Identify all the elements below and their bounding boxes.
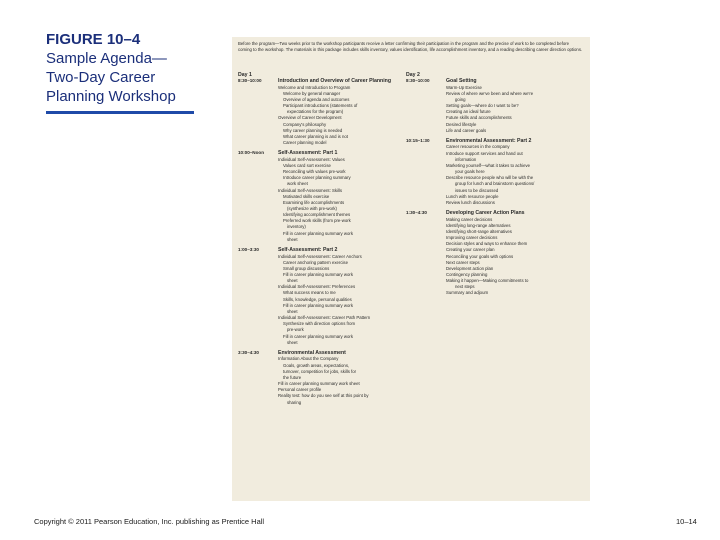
day-2-column bbox=[406, 72, 586, 297]
agenda-item: Fill in career planning summary work sheet bbox=[278, 381, 360, 387]
agenda-item: Identifying accomplishment themes bbox=[283, 212, 351, 218]
session-time: 10:00–Noon bbox=[238, 150, 265, 156]
figure-number: FIGURE 10–4 bbox=[46, 31, 141, 48]
agenda-item: Motivated skills exercise bbox=[283, 193, 330, 199]
session-time: 1:00–3:30 bbox=[238, 246, 259, 252]
agenda-item: Making it happen—Making commitments to bbox=[446, 278, 529, 284]
agenda-item: Fill in career planning summary work bbox=[283, 230, 353, 236]
agenda-item: Reality test: how do you see self at this point by bbox=[278, 393, 369, 399]
agenda-item: What success means to me bbox=[283, 290, 336, 296]
agenda-item: sharing bbox=[287, 399, 302, 405]
figure-title-line-3: Planning Workshop bbox=[46, 88, 176, 105]
agenda-item: Lunch with resource people bbox=[446, 193, 499, 199]
agenda-item: Overview of agenda and outcomes bbox=[283, 96, 350, 102]
session-title: Goal Setting bbox=[446, 78, 477, 84]
agenda-item: Welcome by general manager bbox=[283, 90, 341, 96]
day-label: Day 1 bbox=[238, 72, 252, 78]
agenda-item: Preferred work skills (from pre-work bbox=[283, 218, 351, 224]
agenda-item: Company's philosophy bbox=[283, 121, 327, 127]
agenda-item: Contingency planning bbox=[446, 272, 488, 277]
agenda-item: Small group discussions bbox=[283, 265, 330, 271]
session-title: Introduction and Overview of Career Planning bbox=[278, 78, 391, 84]
agenda-session bbox=[406, 138, 586, 206]
agenda-item: Why career planning is needed bbox=[283, 127, 343, 133]
agenda-item: your goals here bbox=[455, 169, 485, 175]
agenda-item: Introduce career planning summary bbox=[283, 175, 351, 181]
figure-title-line-2: Two-Day Career bbox=[46, 69, 156, 86]
session-title: Environmental Assessment bbox=[278, 349, 346, 356]
agenda-item: pre-work bbox=[287, 327, 304, 333]
agenda-item: Describe resource people who will be with the bbox=[446, 175, 534, 181]
session-time: 10:15–1:30 bbox=[406, 137, 430, 143]
agenda-item: Overview of Career Development bbox=[278, 115, 342, 121]
agenda-item: work sheet bbox=[287, 181, 308, 187]
agenda-item: Review of where we've been and where we're bbox=[446, 90, 534, 96]
agenda-item: Identifying long-range alternatives bbox=[446, 222, 511, 228]
agenda-session bbox=[238, 247, 406, 346]
agenda-item: Reconciling with values pre-work bbox=[283, 169, 346, 175]
agenda-item: sheet bbox=[287, 308, 298, 314]
agenda-item: Summary and adjourn bbox=[446, 290, 489, 296]
agenda-item: Creating an ideal future bbox=[446, 109, 491, 115]
agenda-intro: Before the program—Two weeks prior to the workshop participants receive a letter confirming their participation in the program and the precise of work to be completed before coming to the workshop. The materials in this package includes skills inventory, values identification, life accomplishment inventory, and a reading describing career direction options. bbox=[238, 41, 583, 53]
agenda-item: turnover, competition for jobs, skills for bbox=[283, 368, 357, 374]
agenda-item: Identifying short-range alternatives bbox=[446, 228, 512, 234]
agenda-session bbox=[406, 210, 586, 297]
agenda-item: Marketing yourself—what it takes to achieve bbox=[446, 162, 531, 168]
agenda-item: Individual Self-Assessment: Skills bbox=[278, 187, 343, 193]
agenda-item: issues to be discussed bbox=[455, 187, 499, 193]
agenda-item: Creating your career plan bbox=[446, 247, 495, 253]
agenda-item: Goals, growth areas, expectations, bbox=[283, 362, 350, 368]
agenda-item: Fill in career planning summary work bbox=[283, 272, 353, 277]
agenda-item: Examining life accomplishments bbox=[283, 199, 345, 205]
agenda-item: Future skills and accomplishments bbox=[446, 115, 512, 121]
agenda-item: Next career steps bbox=[446, 259, 480, 265]
agenda-item: sheet bbox=[287, 278, 298, 284]
session-title: Self-Assessment: Part 2 bbox=[278, 246, 338, 253]
agenda-item: Career planning model bbox=[283, 140, 327, 145]
agenda-item: Individual Self-Assessment: Values bbox=[278, 156, 345, 162]
day-label: Day 2 bbox=[406, 72, 420, 78]
agenda-item: sheet bbox=[287, 236, 298, 242]
agenda-item: the future bbox=[283, 374, 302, 380]
agenda-item: Development action plan bbox=[446, 265, 494, 271]
agenda-item: next steps bbox=[455, 284, 475, 290]
agenda-item: Improving career decisions bbox=[446, 235, 498, 241]
figure-title-line-1: Sample Agenda— bbox=[46, 50, 167, 67]
agenda-item: Welcome and Introduction to Program bbox=[278, 84, 351, 90]
agenda-session bbox=[406, 78, 586, 134]
agenda-item: Making career decisions bbox=[446, 216, 493, 222]
agenda-item: Values card sort exercise bbox=[283, 162, 331, 168]
agenda-item: (synthesize with pre-work) bbox=[287, 206, 337, 211]
agenda-item: Fill in career planning summary work bbox=[283, 333, 353, 339]
agenda-item: information bbox=[455, 156, 477, 162]
agenda-item: Synthesize with direction options from bbox=[283, 321, 356, 327]
figure-caption bbox=[46, 30, 236, 106]
agenda-item: What career planning is and is not bbox=[283, 133, 348, 139]
agenda-item: Desired lifestyle bbox=[446, 121, 477, 127]
agenda-item: sheet bbox=[287, 339, 298, 345]
page-number: 10–14 bbox=[676, 517, 697, 526]
session-time: 3:30–4:30 bbox=[238, 349, 259, 355]
session-title: Environmental Assessment: Part 2 bbox=[446, 137, 532, 144]
agenda-item: group for lunch and brainstorm questions/ bbox=[455, 181, 535, 187]
agenda-item: expectations for the program) bbox=[287, 109, 344, 115]
agenda-item: Individual Self-Assessment: Career Anchors bbox=[278, 253, 362, 259]
session-title: Self-Assessment: Part 1 bbox=[278, 150, 338, 157]
agenda-document bbox=[232, 37, 590, 501]
session-time: 8:30–10:00 bbox=[238, 78, 262, 83]
agenda-item: Life and career goals bbox=[446, 127, 487, 133]
agenda-item: Personal career profile bbox=[278, 387, 322, 393]
agenda-item: Reconciling your goals with options bbox=[446, 253, 514, 259]
agenda-item: Fill in career planning summary work bbox=[283, 302, 353, 308]
agenda-item: Information About the Company bbox=[278, 356, 339, 362]
session-title: Developing Career Action Plans bbox=[446, 210, 525, 216]
session-time: 1:30–4:30 bbox=[406, 210, 427, 215]
agenda-item: Individual Self-Assessment: Preferences bbox=[278, 284, 356, 290]
title-underline bbox=[46, 111, 194, 114]
agenda-item: going bbox=[455, 96, 466, 102]
agenda-item: Career resources in the company bbox=[446, 144, 510, 150]
session-time: 8:30–10:00 bbox=[406, 78, 430, 83]
agenda-session bbox=[238, 150, 406, 243]
agenda-item: Introduce support services and hand out bbox=[446, 150, 523, 156]
agenda-item: Career anchoring pattern exercise bbox=[283, 259, 348, 265]
agenda-item: inventory) bbox=[287, 224, 306, 230]
agenda-session bbox=[238, 78, 406, 146]
agenda-session bbox=[238, 350, 406, 406]
agenda-item: Warm-Up Exercise bbox=[446, 84, 482, 90]
agenda-item: Participant introductions (statements of bbox=[283, 103, 358, 109]
day-1-column bbox=[238, 72, 406, 406]
agenda-item: Individual Self-Assessment: Career Path Pattern bbox=[278, 315, 371, 321]
agenda-item: Review lunch discussions bbox=[446, 199, 495, 205]
agenda-item: Decision styles and ways to enhance them bbox=[446, 241, 528, 247]
agenda-item: Setting goals—where do I want to be? bbox=[446, 103, 519, 109]
agenda-item: Skills, knowledge, personal qualities bbox=[283, 296, 352, 302]
copyright-notice: Copyright © 2011 Pearson Education, Inc. publishing as Prentice Hall bbox=[34, 517, 265, 526]
